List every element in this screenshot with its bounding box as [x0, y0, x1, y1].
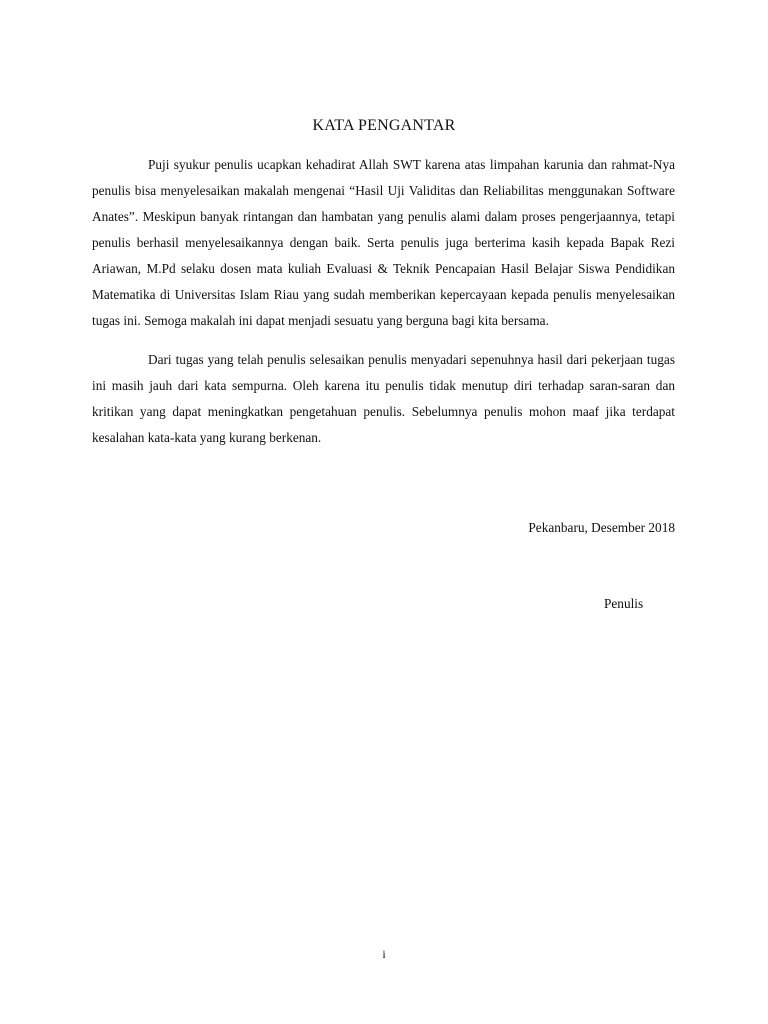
paragraph-1: Puji syukur penulis ucapkan kehadirat Allah SWT karena atas limpahan karunia dan rahmat-Nya penulis bisa menyelesaikan makalah mengenai “Hasil Uji Validitas dan Reliabilitas menggunakan Software Anates”. Meskipun banyak rintangan dan hambatan yang penulis alami dalam proses pengerjaannya, tetapi penulis berhasil menyelesaikannya dengan baik. Serta penulis juga berterima kasih kepada Bapak Rezi Ariawan, M.Pd selaku dosen mata kuliah Evaluasi & Teknik Pencapaian Hasil Belajar Siswa Pendidikan Matematika di Universitas Islam Riau yang sudah memberikan kepercayaan kepada penulis menyelesaikan tugas ini. Semoga makalah ini dapat menjadi sesuatu yang berguna bagi kita bersama.: [92, 157, 675, 328]
signer-label: Penulis: [604, 596, 644, 611]
page-title: KATA PENGANTAR: [312, 117, 456, 134]
body-text: [92, 152, 675, 451]
place-date: Pekanbaru, Desember 2018: [528, 520, 675, 535]
paragraph-2: Dari tugas yang telah penulis selesaikan penulis menyadari sepenuhnya hasil dari pekerjaan tugas ini masih jauh dari kata sempurna. Oleh karena itu penulis tidak menutup diri terhadap saran-saran dan kritikan yang dapat meningkatkan pengetahuan penulis. Sebelumnya penulis mohon maaf jika terdapat kesalahan kata-kata yang kurang berkenan.: [92, 352, 675, 445]
page-number: i: [382, 947, 386, 961]
